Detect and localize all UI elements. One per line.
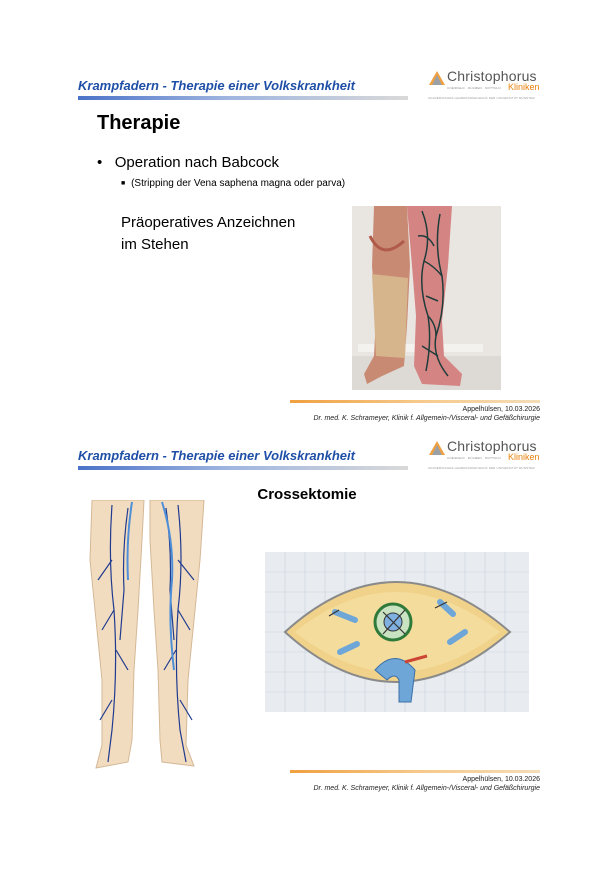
header-title: Krampfadern - Therapie einer Volkskrankheit	[78, 448, 355, 463]
bullet-main	[97, 154, 279, 171]
slide-crossektomie	[0, 438, 614, 876]
triangle-logo-icon	[428, 70, 446, 86]
paragraph-line-1: Präoperatives Anzeichnen	[121, 214, 296, 231]
header-line	[78, 96, 408, 100]
logo-affiliation: AKADEMISCHES LEHRKRANKENHAUS DER UNIVERSITÄT MÜNSTER	[428, 96, 535, 100]
paragraph	[121, 212, 295, 256]
footer-author: Dr. med. K. Schrameyer, Klinik f. Allgemein-/Visceral- und Gefäßchirurgie	[313, 415, 540, 422]
crossectomy-diagram	[265, 552, 529, 712]
header-line	[78, 466, 408, 470]
logo-sub: Kliniken	[508, 452, 540, 462]
logo-tagline: COESFELD · DÜLMEN · NOTTULN	[447, 86, 501, 90]
footer-author: Dr. med. K. Schrameyer, Klinik f. Allgemein-/Visceral- und Gefäßchirurgie	[313, 785, 540, 792]
triangle-logo-icon	[428, 440, 446, 456]
footer-date: Appelhülsen, 10.03.2026	[462, 776, 540, 783]
bullet-dot-icon: •	[97, 154, 115, 171]
logo-tagline: COESFELD · DÜLMEN · NOTTULN	[447, 456, 501, 460]
marked-legs-photo	[352, 206, 501, 390]
bullet-square-icon: ■	[121, 180, 132, 187]
bullet-main-text: Operation nach Babcock	[114, 154, 280, 171]
leg-veins-illustration	[82, 500, 212, 775]
footer-date: Appelhülsen, 10.03.2026	[462, 406, 540, 413]
bullet-sub-text: (Stripping der Vena saphena magna oder parva)	[131, 178, 346, 189]
logo-affiliation: AKADEMISCHES LEHRKRANKENHAUS DER UNIVERSITÄT MÜNSTER	[428, 466, 535, 470]
header-title: Krampfadern - Therapie einer Volkskrankheit	[78, 78, 355, 93]
footer-bar	[290, 770, 540, 773]
slide-heading: Therapie	[97, 112, 181, 134]
christophorus-logo	[428, 70, 543, 110]
bullet-sub	[121, 178, 345, 189]
paragraph-line-2: im Stehen	[121, 236, 189, 253]
logo-sub: Kliniken	[508, 82, 540, 92]
logo-name: Christophorus	[447, 68, 537, 84]
christophorus-logo	[428, 440, 543, 480]
footer-bar	[290, 400, 540, 403]
slide-heading: Crossektomie	[257, 486, 357, 503]
logo-name: Christophorus	[447, 438, 537, 454]
